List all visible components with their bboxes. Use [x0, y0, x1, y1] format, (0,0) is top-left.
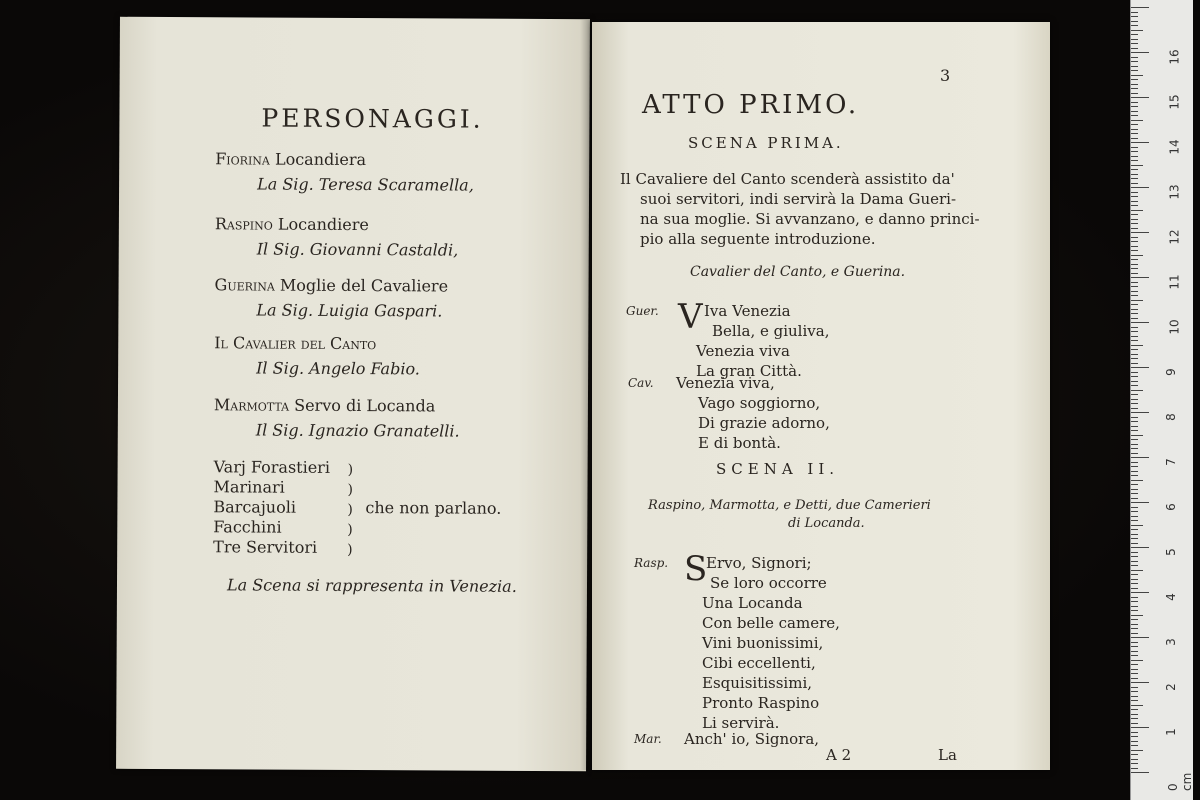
ruler-tick: [1131, 700, 1138, 701]
ruler-tick: [1131, 394, 1138, 395]
ruler-tick: [1131, 300, 1143, 301]
ruler-tick: [1131, 709, 1138, 710]
ruler-tick: [1131, 174, 1138, 175]
character-actor: Il Sig. Giovanni Castaldi,: [256, 239, 459, 260]
ruler-tick: [1131, 705, 1143, 706]
ruler-tick: [1131, 156, 1138, 157]
ruler-tick: [1131, 61, 1138, 62]
ruler-tick: [1131, 21, 1138, 22]
catchword: La: [938, 746, 957, 764]
measuring-ruler: [1130, 0, 1193, 800]
ruler-tick: [1131, 754, 1138, 755]
extra-item: Varj Forastieri: [213, 457, 331, 477]
ruler-tick: [1131, 349, 1138, 350]
ruler-tick: [1131, 228, 1138, 229]
bleed-through-text: [247, 657, 253, 678]
ruler-tick: [1131, 484, 1138, 485]
character-role: Raspino Locandiere: [214, 214, 369, 235]
ruler-tick: [1131, 7, 1149, 8]
speaker-rasp: Rasp.: [634, 556, 669, 570]
ruler-tick: [1131, 88, 1138, 89]
ruler-tick: [1131, 597, 1138, 598]
ruler-tick: [1131, 750, 1143, 751]
ruler-tick: [1131, 538, 1138, 539]
scene1-title: SCENA PRIMA.: [688, 134, 844, 152]
ruler-tick: [1131, 318, 1138, 319]
verse-line: Venezia viva,: [676, 374, 775, 392]
ruler-tick: [1131, 480, 1143, 481]
ruler-tick: [1131, 25, 1138, 26]
stage-direction-line: Il Cavaliere del Canto scenderà assistito da': [620, 170, 955, 188]
drop-cap: V: [678, 297, 703, 337]
verse-line: E di bontà.: [698, 434, 781, 452]
ruler-tick: [1131, 313, 1138, 314]
ruler-tick: [1131, 655, 1138, 656]
ruler-tick: [1131, 57, 1138, 58]
character-actor: Il Sig. Ignazio Granatelli.: [255, 420, 460, 441]
ruler-label: 8: [1163, 413, 1178, 421]
scene2-title: SCENA II.: [716, 460, 840, 478]
extra-item: Marinari: [213, 477, 285, 497]
ruler-tick: [1131, 736, 1138, 737]
act-title: ATTO PRIMO.: [642, 90, 860, 120]
ruler-tick: [1131, 759, 1138, 760]
ruler-tick: [1131, 592, 1149, 593]
ruler-tick: [1131, 214, 1138, 215]
ruler-tick: [1131, 579, 1138, 580]
verse-line: Bella, e giuliva,: [712, 322, 830, 340]
ruler-label: 12: [1167, 229, 1182, 245]
ruler-tick: [1131, 147, 1138, 148]
ruler-tick: [1131, 543, 1138, 544]
ruler-tick: [1131, 66, 1138, 67]
ruler-tick: [1131, 327, 1138, 328]
ruler-tick: [1131, 97, 1149, 98]
ruler-tick: [1131, 178, 1138, 179]
ruler-label: 11: [1167, 274, 1182, 290]
stage-direction-line: pio alla seguente introduzione.: [640, 230, 876, 248]
ruler-tick: [1131, 466, 1138, 467]
ruler-tick: [1131, 453, 1138, 454]
ruler-label: 1: [1163, 728, 1178, 736]
ruler-label: 13: [1167, 184, 1182, 200]
brace-marks: [345, 458, 358, 562]
ruler-tick: [1131, 471, 1138, 472]
ruler-tick: [1131, 133, 1138, 134]
ruler-tick: [1131, 160, 1138, 161]
ruler-label: 4: [1163, 593, 1178, 601]
ruler-tick: [1131, 70, 1138, 71]
speaker-guer: Guer.: [626, 304, 659, 318]
ruler-tick: [1131, 165, 1143, 166]
ruler-tick: [1131, 520, 1138, 521]
ruler-tick: [1131, 448, 1138, 449]
verse-line: Se loro occorre: [710, 574, 827, 592]
right-page: [592, 22, 1050, 770]
ruler-tick: [1131, 93, 1138, 94]
verse-line: La gran Città.: [696, 362, 802, 380]
ruler-tick: [1131, 48, 1138, 49]
verse-line: Iva Venezia: [704, 302, 791, 320]
ruler-tick: [1131, 264, 1138, 265]
ruler-tick: [1131, 619, 1138, 620]
ruler-tick: [1131, 511, 1138, 512]
character-actor: Il Sig. Angelo Fabio.: [256, 358, 420, 379]
ruler-tick: [1131, 565, 1138, 566]
ruler-tick: [1131, 282, 1138, 283]
ruler-label: 2: [1163, 683, 1178, 691]
speaker-cav: Cav.: [628, 376, 654, 390]
ruler-tick: [1131, 52, 1149, 53]
ruler-tick: [1131, 183, 1138, 184]
ruler-tick: [1131, 664, 1138, 665]
verse-line: Pronto Raspino: [702, 694, 820, 712]
ruler-tick: [1131, 30, 1143, 31]
ruler-tick: [1131, 138, 1138, 139]
ruler-tick: [1131, 210, 1143, 211]
ruler-tick: [1131, 358, 1138, 359]
ruler-tick: [1131, 430, 1138, 431]
ruler-tick: [1131, 507, 1138, 508]
ruler-tick: [1131, 187, 1149, 188]
extra-item: Tre Servitori: [213, 537, 318, 557]
ruler-tick: [1131, 354, 1138, 355]
verse-line: Li servirà.: [702, 714, 780, 732]
ruler-tick: [1131, 444, 1138, 445]
character-role: Il Cavalier del Canto: [214, 333, 377, 354]
ruler-tick: [1131, 628, 1138, 629]
ruler-tick: [1131, 340, 1138, 341]
ruler-label: 16: [1167, 49, 1182, 65]
ruler-tick: [1131, 489, 1138, 490]
ruler-label: 15: [1167, 94, 1182, 110]
ruler-tick: [1131, 637, 1149, 638]
ruler-tick: [1131, 691, 1138, 692]
ruler-tick: [1131, 201, 1138, 202]
ruler-tick: [1131, 610, 1138, 611]
ruler-label: 3: [1163, 638, 1178, 646]
ruler-tick: [1131, 304, 1138, 305]
ruler-tick: [1131, 39, 1138, 40]
ruler-tick: [1131, 412, 1149, 413]
ruler-tick: [1131, 615, 1143, 616]
ruler-tick: [1131, 385, 1138, 386]
character-role: Marmotta Servo di Locanda: [213, 395, 436, 416]
ruler-tick: [1131, 84, 1138, 85]
ruler-tick: [1131, 714, 1138, 715]
ruler-tick: [1131, 588, 1138, 589]
verse-line: Vago soggiorno,: [698, 394, 821, 412]
ruler-tick: [1131, 345, 1143, 346]
stage-direction-line: na sua moglie. Si avvanzano, e danno princi-: [640, 210, 980, 228]
ruler-tick: [1131, 232, 1149, 233]
scene1-cast: Cavalier del Canto, e Guerina.: [690, 264, 906, 280]
ruler-tick: [1131, 462, 1138, 463]
ruler-tick: [1131, 475, 1138, 476]
ruler-tick: [1131, 417, 1138, 418]
ruler-tick: [1131, 286, 1138, 287]
ruler-tick: [1131, 124, 1138, 125]
ruler-tick: [1131, 651, 1138, 652]
ruler-tick: [1131, 12, 1138, 13]
verse-line: Con belle camere,: [702, 614, 840, 632]
ruler-label: 14: [1167, 139, 1182, 155]
ruler-tick: [1131, 556, 1138, 557]
ruler-tick: [1131, 363, 1138, 364]
ruler-tick: [1131, 259, 1138, 260]
verse-line: Una Locanda: [702, 594, 803, 612]
verse-line: Cibi eccellenti,: [702, 654, 816, 672]
verse-line: Esquisitissimi,: [702, 674, 813, 692]
ruler-tick: [1131, 669, 1138, 670]
ruler-tick: [1131, 439, 1138, 440]
verse-line: Di grazie adorno,: [698, 414, 830, 432]
ruler-tick: [1131, 408, 1138, 409]
ruler-tick: [1131, 502, 1149, 503]
ruler-tick: [1131, 196, 1138, 197]
ruler-tick: [1131, 741, 1138, 742]
ruler-tick: [1131, 768, 1138, 769]
ruler-tick: [1131, 772, 1149, 773]
ruler-tick: [1131, 534, 1138, 535]
ruler-tick: [1131, 16, 1138, 17]
ruler-tick: [1131, 493, 1138, 494]
ruler-label: 9: [1163, 368, 1178, 376]
ruler-tick: [1131, 696, 1138, 697]
ruler-tick: [1131, 516, 1138, 517]
svg-text:): ): [347, 541, 353, 559]
ruler-tick: [1131, 570, 1143, 571]
ruler-tick: [1131, 237, 1138, 238]
personaggi-heading: PERSONAGGI.: [261, 103, 484, 134]
ruler-tick: [1131, 552, 1138, 553]
character-role: Fiorina Locandiera: [215, 149, 367, 170]
ruler-tick: [1131, 151, 1138, 152]
ruler-tick: [1131, 376, 1138, 377]
ruler-tick: [1131, 646, 1138, 647]
ruler-tick: [1131, 745, 1138, 746]
verse-line: Anch' io, Signora,: [684, 730, 820, 748]
ruler-tick: [1131, 660, 1143, 661]
extra-item: Barcajuoli: [213, 497, 297, 517]
ruler-tick: [1131, 43, 1138, 44]
ruler-tick: [1131, 399, 1138, 400]
character-actor: La Sig. Luigia Gaspari.: [256, 300, 443, 321]
ruler-tick: [1131, 106, 1138, 107]
ruler-label: 6: [1163, 503, 1178, 511]
svg-text:): ): [347, 521, 353, 539]
drop-cap: S: [684, 549, 708, 589]
ruler-tick: [1131, 498, 1138, 499]
ruler-tick: [1131, 120, 1143, 121]
ruler-tick: [1131, 682, 1149, 683]
ruler-tick: [1131, 273, 1138, 274]
speaker-mar: Mar.: [634, 732, 662, 746]
ruler-tick: [1131, 115, 1138, 116]
verse-line: Vini buonissimi,: [702, 634, 824, 652]
ruler-tick: [1131, 718, 1138, 719]
ruler-tick: [1131, 241, 1138, 242]
page-number: 3: [940, 66, 951, 85]
ruler-tick: [1131, 390, 1143, 391]
ruler-tick: [1131, 624, 1138, 625]
ruler-tick: [1131, 642, 1138, 643]
ruler-tick: [1131, 268, 1138, 269]
ruler-tick: [1131, 403, 1138, 404]
ruler-tick: [1131, 763, 1138, 764]
character-role: Guerina Moglie del Cavaliere: [214, 275, 449, 296]
ruler-tick: [1131, 687, 1138, 688]
ruler-tick: [1131, 309, 1138, 310]
extra-item: Facchini: [213, 517, 282, 537]
ruler-tick: [1131, 142, 1149, 143]
ruler-tick: [1131, 205, 1138, 206]
scene-note: La Scena si rappresenta in Venezia.: [226, 575, 517, 596]
ruler-tick: [1131, 426, 1138, 427]
svg-text:): ): [347, 501, 353, 519]
ruler-tick: [1131, 678, 1138, 679]
ruler-tick: [1131, 372, 1138, 373]
ruler-tick: [1131, 336, 1138, 337]
scene2-cast: di Locanda.: [788, 516, 865, 531]
extras-note: che non parlano.: [365, 498, 502, 518]
ruler-tick: [1131, 169, 1138, 170]
ruler-tick: [1131, 223, 1138, 224]
ruler-tick: [1131, 331, 1138, 332]
verse-line: Venezia viva: [696, 342, 790, 360]
ruler-tick: [1131, 129, 1138, 130]
ruler-tick: [1131, 102, 1138, 103]
ruler-tick: [1131, 606, 1138, 607]
ruler-tick: [1131, 561, 1138, 562]
ruler-tick: [1131, 435, 1143, 436]
ruler-tick: [1131, 291, 1138, 292]
verse-line: Ervo, Signori;: [706, 554, 812, 572]
ruler-tick: [1131, 246, 1138, 247]
ruler-tick: [1131, 192, 1138, 193]
ruler-tick: [1131, 673, 1138, 674]
ruler-tick: [1131, 255, 1143, 256]
ruler-tick: [1131, 322, 1149, 323]
ruler-tick: [1131, 547, 1149, 548]
ruler-label: 10: [1167, 319, 1182, 335]
ruler-tick: [1131, 732, 1138, 733]
printer-signature: A 2: [826, 746, 852, 764]
ruler-tick: [1131, 601, 1138, 602]
svg-text:): ): [347, 461, 354, 479]
ruler-tick: [1131, 727, 1149, 728]
character-actor: La Sig. Teresa Scaramella,: [257, 174, 474, 195]
ruler-label: 5: [1163, 548, 1178, 556]
ruler-tick: [1131, 381, 1138, 382]
ruler-tick: [1131, 421, 1138, 422]
ruler-tick: [1131, 79, 1138, 80]
ruler-tick: [1131, 277, 1149, 278]
ruler-tick: [1131, 219, 1138, 220]
ruler-tick: [1131, 75, 1143, 76]
ruler-tick: [1131, 574, 1138, 575]
svg-text:): ): [347, 481, 354, 499]
stage-direction-line: suoi servitori, indi servirà la Dama Gueri-: [640, 190, 957, 208]
ruler-tick: [1131, 583, 1138, 584]
ruler-tick: [1131, 295, 1138, 296]
ruler-tick: [1131, 367, 1149, 368]
ruler-tick: [1131, 457, 1149, 458]
ruler-tick: [1131, 529, 1138, 530]
left-page: [116, 17, 590, 771]
ruler-tick: [1131, 723, 1138, 724]
ruler-tick: [1131, 250, 1138, 251]
ruler-tick: [1131, 111, 1138, 112]
ruler-tick: [1131, 633, 1138, 634]
ruler-label: 7: [1163, 458, 1178, 466]
ruler-label: 0 cm: [1166, 772, 1194, 791]
ruler-tick: [1131, 525, 1143, 526]
ruler-tick: [1131, 34, 1138, 35]
scene2-cast: Raspino, Marmotta, e Detti, due Camerieri: [648, 498, 931, 513]
